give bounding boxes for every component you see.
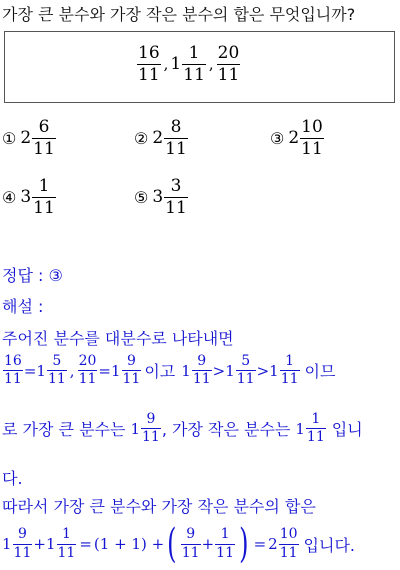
explanation-line-4: 다.	[2, 469, 23, 488]
explanation-line-5: 따라서 가장 큰 분수와 가장 작은 분수의 합은	[2, 497, 316, 516]
answer-line	[2, 263, 63, 286]
comma: ,	[208, 55, 214, 74]
explanation-line-3: 로 가장 큰 분수는 1 9 11 , 가장 작은 분수는 1 1 11 입니	[2, 411, 363, 446]
explanation-line-2: 16 11 = 1 5 11 , 20 11 = 1 9 11 이고 1 9 11 > 1 5 11 > 1 1 11 이므	[4, 353, 336, 388]
question-text: 가장 큰 분수와 가장 작은 분수의 합은 무엇입니까?	[2, 5, 356, 24]
option-2[interactable]: ② 2 8 11	[134, 117, 187, 159]
option-3[interactable]: ③ 2 10 11	[270, 117, 323, 159]
option-4[interactable]: ④ 3 1 11	[2, 176, 55, 218]
answer-label: 정답 :	[2, 266, 44, 285]
explanation-label: 해설 :	[2, 297, 44, 316]
comma: ,	[163, 55, 169, 74]
explanation-line-6: 1 9 11 + 1 1 11 = (1 + 1) + ( 9 11 + 1 11 ) = 2 10 11 입니다.	[2, 521, 356, 567]
given-fraction-1: 16 11	[138, 43, 160, 85]
explanation-line-1: 주어진 분수를 대분수로 나타내면	[2, 329, 234, 348]
option-5[interactable]: ⑤ 3 3 11	[134, 176, 187, 218]
answer-value: ③	[48, 266, 63, 285]
given-fraction-2: 1 11	[183, 43, 205, 85]
option-1[interactable]: ① 2 6 11	[2, 117, 55, 159]
given-fraction-3: 20 11	[217, 43, 240, 85]
given-fraction-2-whole: 1	[170, 54, 182, 75]
given-fractions	[136, 44, 241, 84]
